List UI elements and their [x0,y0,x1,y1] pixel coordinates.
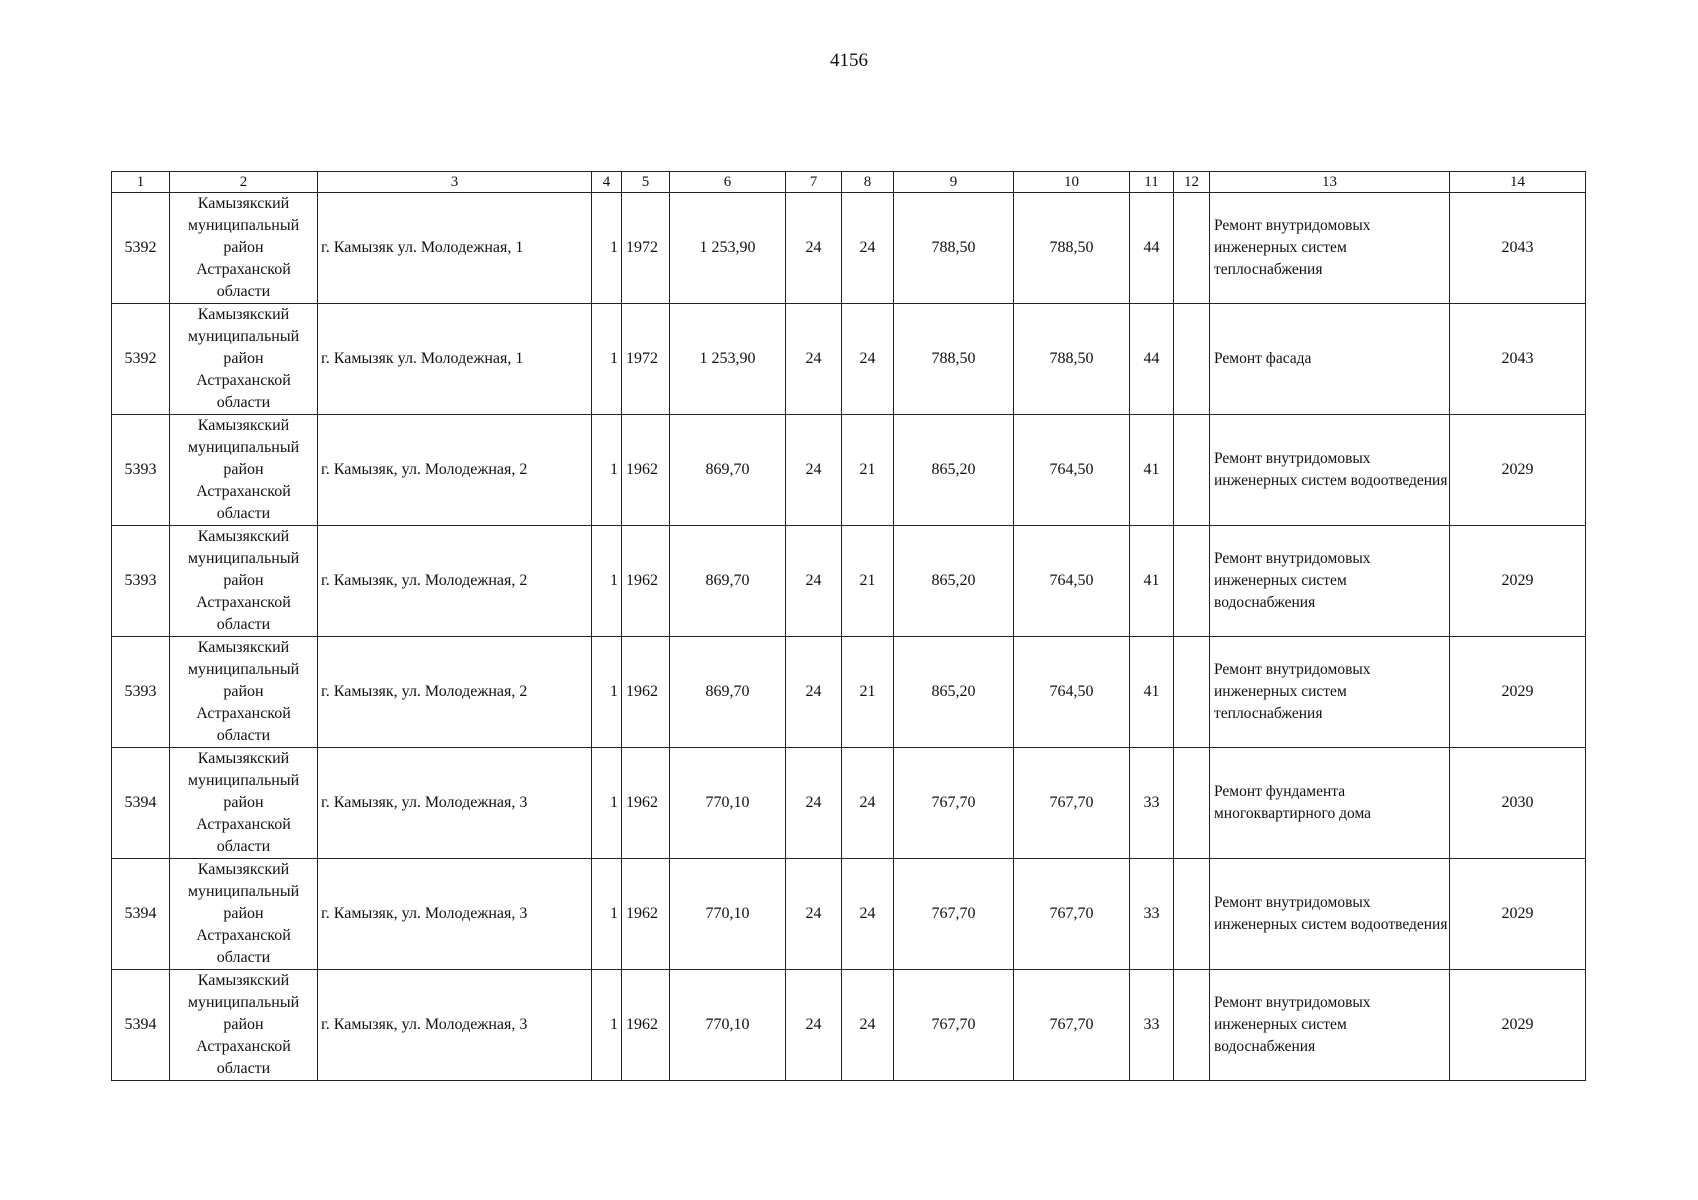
record-number: 5393 [112,526,170,637]
planned-year-cell: 2029 [1450,415,1586,526]
cell-col-12 [1174,859,1210,970]
municipality-cell: Камызякский муниципальный район Астраханской области [170,526,318,637]
table-row [112,415,1586,526]
record-number: 5393 [112,415,170,526]
year-built-cell: 1962 [622,859,670,970]
cell-col-7: 24 [786,748,842,859]
column-header: 9 [894,172,1014,193]
table-row [112,748,1586,859]
cell-col-4: 1 [592,859,622,970]
cell-col-11: 44 [1130,193,1174,304]
cell-col-7: 24 [786,193,842,304]
year-built-cell: 1962 [622,970,670,1081]
year-built-cell: 1962 [622,637,670,748]
cell-col-12 [1174,637,1210,748]
cell-col-11: 41 [1130,415,1174,526]
work-type-cell: Ремонт внутридомовых инженерных систем водоснабжения [1210,526,1450,637]
work-type-cell: Ремонт внутридомовых инженерных систем водоотведения [1210,415,1450,526]
municipality-cell: Камызякский муниципальный район Астраханской области [170,193,318,304]
column-header: 8 [842,172,894,193]
column-header: 7 [786,172,842,193]
cell-col-12 [1174,970,1210,1081]
work-type-cell: Ремонт внутридомовых инженерных систем теплоснабжения [1210,637,1450,748]
planned-year-cell: 2030 [1450,748,1586,859]
cell-col-11: 44 [1130,304,1174,415]
cell-col-4: 1 [592,970,622,1081]
cell-col-7: 24 [786,526,842,637]
cell-col-7: 24 [786,637,842,748]
column-header: 12 [1174,172,1210,193]
cell-col-4: 1 [592,637,622,748]
cell-col-8: 24 [842,859,894,970]
column-header: 4 [592,172,622,193]
record-number: 5394 [112,970,170,1081]
cell-col-8: 21 [842,637,894,748]
cell-col-12 [1174,415,1210,526]
planned-year-cell: 2029 [1450,970,1586,1081]
cell-col-7: 24 [786,970,842,1081]
work-type-cell: Ремонт внутридомовых инженерных систем водоснабжения [1210,970,1450,1081]
cell-col-6: 1 253,90 [670,193,786,304]
cell-col-7: 24 [786,304,842,415]
planned-year-cell: 2043 [1450,193,1586,304]
column-header: 2 [170,172,318,193]
cell-col-4: 1 [592,415,622,526]
cell-col-6: 770,10 [670,859,786,970]
municipality-cell: Камызякский муниципальный район Астраханской области [170,637,318,748]
work-type-cell: Ремонт внутридомовых инженерных систем теплоснабжения [1210,193,1450,304]
planned-year-cell: 2029 [1450,859,1586,970]
column-header: 10 [1014,172,1130,193]
municipality-cell: Камызякский муниципальный район Астраханской области [170,970,318,1081]
work-type-cell: Ремонт внутридомовых инженерных систем водоотведения [1210,859,1450,970]
municipality-cell: Камызякский муниципальный район Астраханской области [170,415,318,526]
cell-col-9: 788,50 [894,193,1014,304]
cell-col-6: 869,70 [670,637,786,748]
work-type-cell: Ремонт фасада [1210,304,1450,415]
year-built-cell: 1962 [622,526,670,637]
cell-col-10: 767,70 [1014,859,1130,970]
cell-col-8: 21 [842,415,894,526]
column-header: 5 [622,172,670,193]
table-row [112,637,1586,748]
cell-col-12 [1174,748,1210,859]
planned-year-cell: 2029 [1450,526,1586,637]
municipality-cell: Камызякский муниципальный район Астраханской области [170,859,318,970]
planned-year-cell: 2043 [1450,304,1586,415]
address-cell: г. Камызяк, ул. Молодежная, 2 [318,637,592,748]
year-built-cell: 1962 [622,415,670,526]
cell-col-10: 767,70 [1014,748,1130,859]
cell-col-10: 764,50 [1014,637,1130,748]
cell-col-4: 1 [592,304,622,415]
cell-col-6: 869,70 [670,415,786,526]
cell-col-12 [1174,526,1210,637]
cell-col-10: 767,70 [1014,970,1130,1081]
column-header: 3 [318,172,592,193]
column-header: 6 [670,172,786,193]
cell-col-6: 1 253,90 [670,304,786,415]
column-header: 14 [1450,172,1586,193]
year-built-cell: 1972 [622,193,670,304]
address-cell: г. Камызяк, ул. Молодежная, 2 [318,526,592,637]
record-number: 5394 [112,859,170,970]
column-header: 13 [1210,172,1450,193]
cell-col-9: 767,70 [894,859,1014,970]
planned-year-cell: 2029 [1450,637,1586,748]
cell-col-11: 33 [1130,970,1174,1081]
address-cell: г. Камызяк ул. Молодежная, 1 [318,304,592,415]
table-row [112,970,1586,1081]
year-built-cell: 1972 [622,304,670,415]
cell-col-4: 1 [592,526,622,637]
cell-col-10: 788,50 [1014,304,1130,415]
cell-col-8: 24 [842,193,894,304]
cell-col-11: 41 [1130,637,1174,748]
cell-col-8: 21 [842,526,894,637]
address-cell: г. Камызяк, ул. Молодежная, 2 [318,415,592,526]
cell-col-10: 764,50 [1014,526,1130,637]
cell-col-9: 865,20 [894,415,1014,526]
address-cell: г. Камызяк, ул. Молодежная, 3 [318,859,592,970]
address-cell: г. Камызяк, ул. Молодежная, 3 [318,970,592,1081]
record-number: 5392 [112,304,170,415]
cell-col-6: 770,10 [670,748,786,859]
cell-col-11: 33 [1130,748,1174,859]
cell-col-12 [1174,193,1210,304]
cell-col-11: 41 [1130,526,1174,637]
municipality-cell: Камызякский муниципальный район Астраханской области [170,748,318,859]
record-number: 5394 [112,748,170,859]
table-row [112,193,1586,304]
cell-col-12 [1174,304,1210,415]
municipality-cell: Камызякский муниципальный район Астраханской области [170,304,318,415]
table-row [112,304,1586,415]
year-built-cell: 1962 [622,748,670,859]
cell-col-4: 1 [592,748,622,859]
record-number: 5393 [112,637,170,748]
cell-col-9: 767,70 [894,748,1014,859]
cell-col-4: 1 [592,193,622,304]
cell-col-8: 24 [842,304,894,415]
header-row [112,172,1586,193]
column-header: 11 [1130,172,1174,193]
cell-col-10: 788,50 [1014,193,1130,304]
cell-col-10: 764,50 [1014,415,1130,526]
cell-col-7: 24 [786,859,842,970]
table-row [112,526,1586,637]
cell-col-8: 24 [842,748,894,859]
cell-col-9: 865,20 [894,637,1014,748]
page-number: 4156 [830,50,868,71]
cell-col-6: 770,10 [670,970,786,1081]
column-header: 1 [112,172,170,193]
cell-col-8: 24 [842,970,894,1081]
address-cell: г. Камызяк ул. Молодежная, 1 [318,193,592,304]
cell-col-6: 869,70 [670,526,786,637]
table-row [112,859,1586,970]
cell-col-9: 767,70 [894,970,1014,1081]
record-number: 5392 [112,193,170,304]
work-type-cell: Ремонт фундамента многоквартирного дома [1210,748,1450,859]
address-cell: г. Камызяк, ул. Молодежная, 3 [318,748,592,859]
cell-col-9: 788,50 [894,304,1014,415]
cell-col-9: 865,20 [894,526,1014,637]
cell-col-11: 33 [1130,859,1174,970]
housing-register-table [111,171,1586,1081]
cell-col-7: 24 [786,415,842,526]
